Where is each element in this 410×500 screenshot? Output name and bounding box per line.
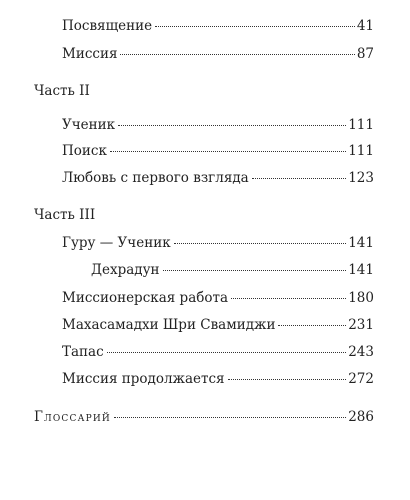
- dot-leader: [155, 26, 355, 27]
- dot-leader: [174, 243, 347, 244]
- toc-entry-page: 111: [348, 143, 374, 159]
- dot-leader: [107, 352, 347, 353]
- toc-entry-page: 87: [356, 46, 374, 62]
- toc-entry-title: Поиск: [62, 143, 107, 159]
- toc-entry-mission: [62, 45, 374, 63]
- toc-entry-tapas: [62, 343, 374, 361]
- toc-entry-page: 243: [348, 344, 374, 360]
- toc-entry-dedication: [62, 17, 374, 35]
- toc-entry-title: Ученик: [62, 117, 116, 133]
- toc-entry-page: 41: [356, 18, 374, 34]
- dot-leader: [114, 417, 346, 418]
- dot-leader: [228, 379, 347, 380]
- toc-entry-page: 180: [348, 290, 374, 306]
- toc-entry-title: Любовь с первого взгляда: [62, 170, 249, 186]
- dot-leader: [231, 298, 346, 299]
- toc-entry-title: Тапас: [62, 344, 104, 360]
- toc-entry-glossary: [34, 408, 374, 426]
- toc-entry-page: 123: [348, 170, 374, 186]
- toc-entry-title: Миссионерская работа: [62, 290, 229, 306]
- toc-entry-page: 272: [348, 371, 374, 387]
- toc-entry-page: 231: [348, 317, 374, 333]
- toc-entry-guru-student: [62, 234, 374, 252]
- dot-leader: [110, 151, 346, 152]
- part-2-heading: Часть II: [34, 83, 90, 99]
- toc-entry-missionary-work: [62, 289, 374, 307]
- toc-entry-title: Гуру — Ученик: [62, 235, 171, 251]
- toc-entry-student: [62, 116, 374, 134]
- dot-leader: [163, 270, 347, 271]
- toc-entry-title: Посвящение: [62, 18, 153, 34]
- toc-entry-love-at-first-sight: [62, 169, 374, 187]
- toc-entry-title: Глоссарий: [34, 409, 111, 425]
- toc-entry-title: Миссия: [62, 46, 118, 62]
- dot-leader: [120, 54, 354, 55]
- dot-leader: [118, 125, 346, 126]
- part-3-heading: Часть III: [34, 207, 96, 223]
- dot-leader: [252, 178, 347, 179]
- toc-entry-mahasamadhi: [62, 316, 374, 334]
- toc-entry-page: 111: [348, 117, 374, 133]
- toc-entry-page: 141: [348, 235, 374, 251]
- toc-entry-page: 141: [348, 262, 374, 278]
- toc-entry-search: [62, 142, 374, 160]
- toc-entry-dehradun: [91, 261, 374, 279]
- toc-entry-title: Миссия продолжается: [62, 371, 225, 387]
- toc-entry-page: 286: [348, 409, 374, 425]
- toc-entry-mission-continues: [62, 370, 374, 388]
- toc-entry-title: Дехрадун: [91, 262, 160, 278]
- dot-leader: [278, 325, 346, 326]
- toc-entry-title: Махасамадхи Шри Свамиджи: [62, 317, 276, 333]
